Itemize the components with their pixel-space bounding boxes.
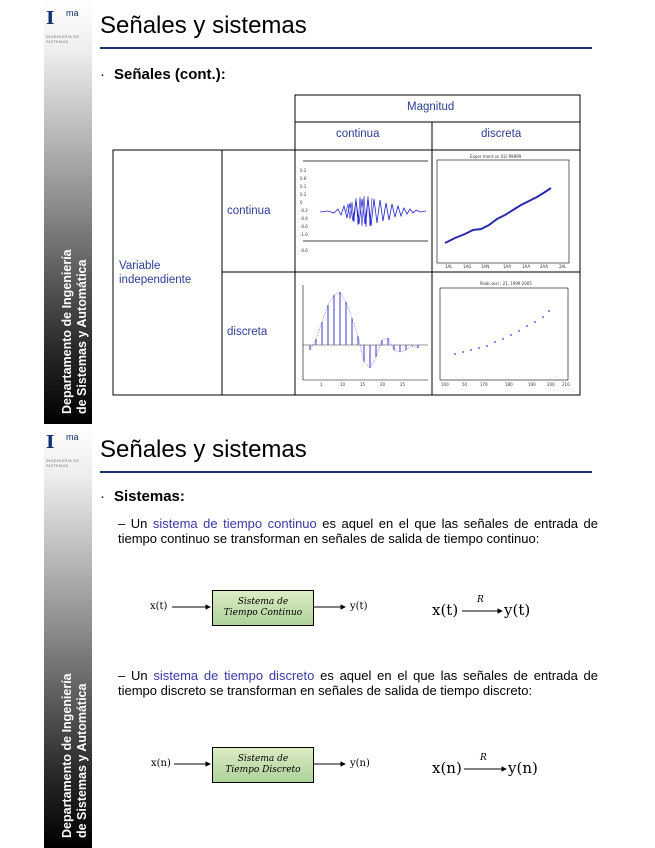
svg-text:0.2: 0.2: [300, 192, 307, 197]
para1-prefix: – Un: [118, 516, 148, 531]
logo-caption: INGENIERÍA DE SISTEMAS: [46, 458, 80, 468]
block1-line2: Tiempo Continuo: [223, 608, 303, 618]
block2-output: y(n): [350, 758, 370, 769]
svg-text:50: 50: [462, 382, 468, 387]
svg-text:20: 20: [380, 382, 386, 387]
logo-sup: ma: [66, 8, 79, 18]
eq1-output: y(t): [504, 601, 531, 619]
logo-mark: I: [46, 8, 55, 29]
slide-title: Señales y sistemas: [100, 12, 307, 39]
block-discrete-system: [212, 747, 314, 783]
eq2-operator: R: [480, 753, 487, 763]
para1-highlight: sistema de tiempo continuo: [152, 516, 317, 531]
svg-text:-0.4: -0.4: [300, 216, 308, 221]
svg-text:1AA: 1AA: [522, 264, 531, 269]
logo-caption: INGENIERÍA DE SISTEMAS: [46, 34, 80, 44]
equation-continuous: [432, 595, 531, 619]
bullet-label: Señales (cont.):: [114, 66, 226, 83]
svg-text:1: 1: [320, 382, 323, 387]
svg-text:1AN: 1AN: [481, 264, 490, 269]
svg-text:0.6: 0.6: [300, 176, 307, 181]
department-line-2: de Sistemas y Automática: [75, 683, 89, 838]
svg-text:190: 190: [528, 382, 536, 387]
bullet-dot: ·: [100, 66, 105, 83]
plot-discrete-continuous: [437, 154, 569, 269]
para2-body: es aquel en el que las señales de entrada de tiempo discreto se transforman en señales de salida de tiempo discreto:: [118, 668, 599, 698]
svg-text:-1.0: -1.0: [300, 232, 308, 237]
svg-text:1AL: 1AL: [445, 264, 453, 269]
para2-prefix: – Un: [118, 668, 148, 683]
svg-text:170: 170: [480, 382, 488, 387]
header-discreta: discreta: [481, 128, 522, 140]
para1-body: es aquel en el que las señales de entrada de tiempo continuo se transforman en señales de salida de tiempo continuo:: [118, 516, 598, 546]
svg-text:-0.2: -0.2: [300, 208, 308, 213]
slide-systems: [0, 424, 655, 848]
department-line-2: de Sistemas y Automática: [75, 259, 89, 414]
header-magnitud: Magnitud: [407, 101, 455, 113]
svg-text:0: 0: [300, 200, 303, 205]
eq2-input: x(n): [432, 759, 462, 777]
block2-line2: Tiempo Discreto: [225, 765, 301, 775]
svg-text:0.2: 0.2: [300, 168, 307, 173]
svg-text:10: 10: [340, 382, 346, 387]
block1-text: [213, 597, 313, 619]
svg-text:15: 15: [360, 382, 366, 387]
department-line-1: Departamento de Ingeniería: [60, 249, 74, 414]
plot-discrete-discrete: [440, 281, 570, 387]
svg-text:25: 25: [400, 382, 406, 387]
plot-continuous-continuous: [300, 161, 428, 253]
row-label-discreta: discreta: [227, 326, 268, 338]
eq1-input: x(t): [432, 601, 459, 619]
logo-sup: ma: [66, 432, 79, 442]
para2-highlight: sistema de tiempo discreto: [153, 668, 315, 683]
block1-input: x(t): [150, 601, 168, 612]
block1-line1: Sistema de: [237, 597, 289, 607]
eq1-operator: R: [477, 595, 484, 605]
equation-discrete: [432, 753, 538, 777]
svg-text:200: 200: [547, 382, 555, 387]
svg-text:180: 180: [505, 382, 513, 387]
svg-text:1AA: 1AA: [503, 264, 512, 269]
svg-text:2AA: 2AA: [540, 264, 549, 269]
department-line-1: Departamento de Ingeniería: [60, 673, 74, 838]
eq2-output: y(n): [508, 759, 538, 777]
svg-text:Poob sosi ; 21, 1999 2005: Poob sosi ; 21, 1999 2005: [480, 281, 532, 286]
block1-output: y(t): [350, 601, 368, 612]
slide-title: Señales y sistemas: [100, 436, 307, 463]
header-continua: continua: [336, 128, 380, 140]
row-label-continua: continua: [227, 205, 271, 217]
svg-text:100: 100: [441, 382, 449, 387]
svg-text:2AL: 2AL: [559, 264, 567, 269]
block2-text: [213, 754, 313, 776]
block2-input: x(n): [151, 758, 171, 769]
svg-text:Exper ment on 02/ 99999: Exper ment on 02/ 99999: [470, 154, 522, 159]
svg-text:-0.6: -0.6: [300, 248, 308, 253]
system-arrows: [0, 424, 655, 848]
bullet-dot: ·: [100, 488, 105, 505]
svg-text:-0.6: -0.6: [300, 224, 308, 229]
svg-text:210: 210: [562, 382, 570, 387]
block2-line1: Sistema de: [237, 754, 289, 764]
plot-continuous-discrete: [303, 285, 428, 387]
logo-mark: I: [46, 432, 55, 453]
block-continuous-system: [212, 590, 314, 626]
svg-text:1AG: 1AG: [463, 264, 472, 269]
svg-text:0.1: 0.1: [300, 184, 307, 189]
label-variable-independiente: Variable independiente: [119, 260, 192, 286]
bullet-label: Sistemas:: [114, 488, 185, 505]
